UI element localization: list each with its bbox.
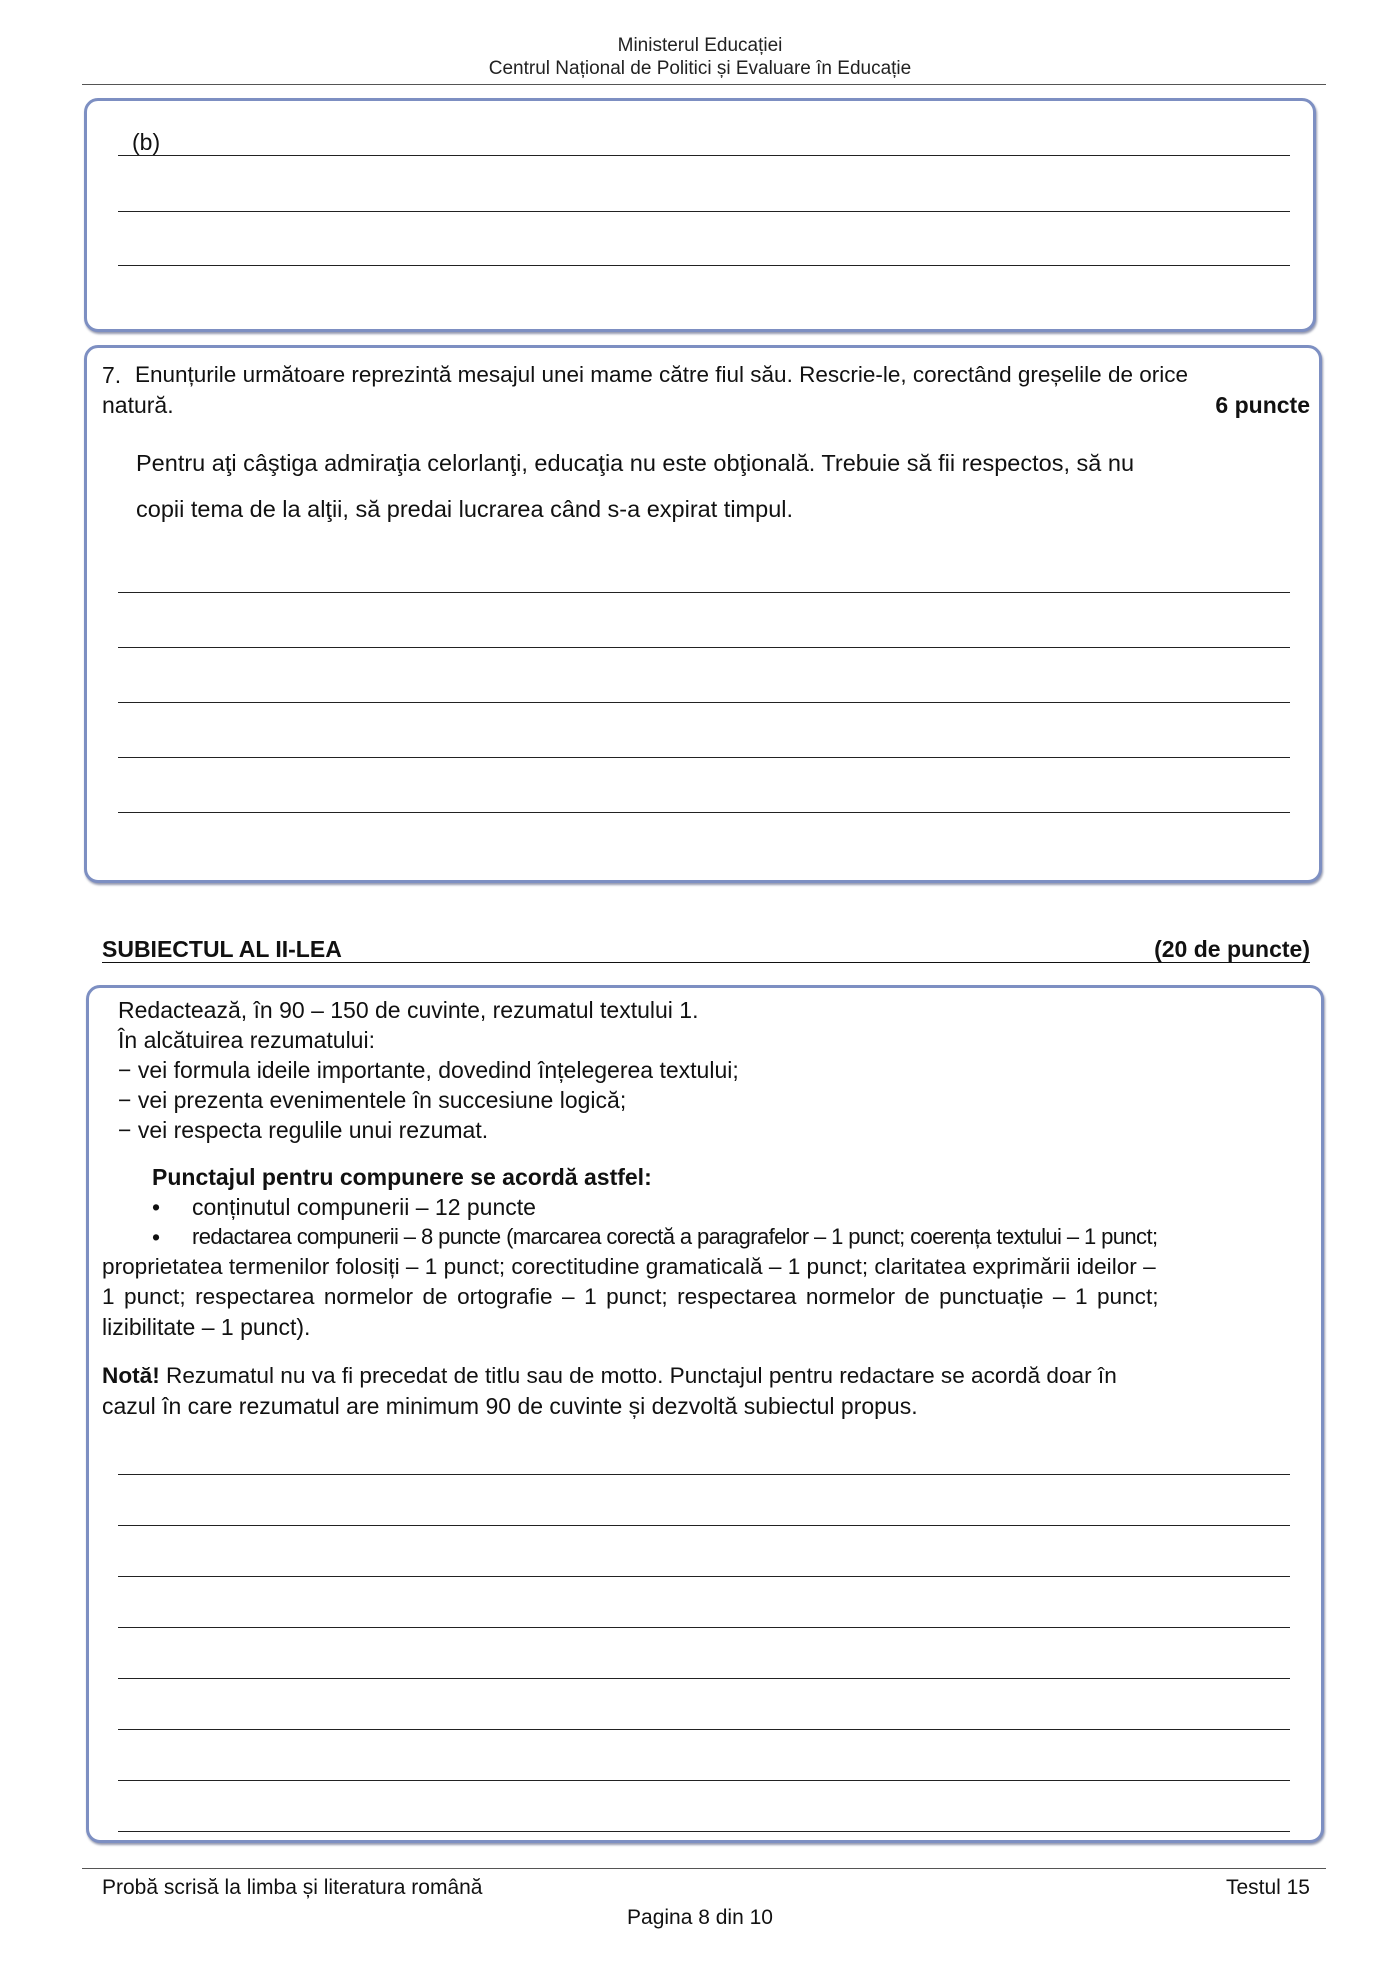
writing-line [118,1831,1290,1832]
writing-line [118,812,1290,813]
writing-line [118,211,1290,212]
scoring-cont-line3: lizibilitate – 1 punct). [102,1314,311,1340]
writing-line [118,155,1290,156]
scoring-bullet-dot: • [152,1194,161,1220]
subject-2-underline [102,962,1310,963]
item-b-label: (b) [132,129,161,155]
writing-line [118,647,1290,648]
scoring-cont-line2: 1 punct; respectarea normelor de ortografie – 1 punct; respectarea normelor de punctuație – 1 punct; [102,1284,1159,1309]
writing-line [118,757,1290,758]
subject-2-instruction: Redactează, în 90 – 150 de cuvinte, rezumatul textului 1. [118,997,699,1023]
writing-line [118,1780,1290,1781]
page-header [0,34,1400,80]
footer-page-number: Pagina 8 din 10 [627,1906,773,1929]
scoring-cont-line1: proprietatea termenilor folosiți – 1 punct; corectitudine gramaticală – 1 punct; claritatea exprimării ideilor – [102,1254,1156,1279]
subject-2-bullet: − vei formula ideile importante, dovedind înțelegerea textului; [118,1057,739,1083]
note-line1 [102,1361,1117,1391]
question-7-quote-line2: copii tema de la alţii, să predai lucrarea când s-a expirat timpul. [136,496,794,522]
note-line2: cazul în care rezumatul are minimum 90 de cuvinte și dezvoltă subiectul propus. [102,1393,918,1419]
question-7-points: 6 puncte [1215,392,1310,418]
scoring-bullet-dot: • [152,1224,161,1250]
footer-divider [82,1868,1326,1869]
writing-line [118,702,1290,703]
answer-box-b [84,98,1316,332]
writing-line [118,1678,1290,1679]
writing-line [118,1525,1290,1526]
question-7-box [84,345,1322,883]
subject-2-points: (20 de puncte) [1154,936,1310,962]
footer-test-number: Testul 15 [1225,1876,1310,1899]
subject-2-bullet: − vei respecta regulile unui rezumat. [118,1117,489,1143]
note-label: Notă! [102,1363,160,1388]
footer-exam-title: Probă scrisă la limba și literatura română [102,1876,483,1899]
writing-line [118,1576,1290,1577]
header-center: Centrul Național de Politici și Evaluare în Educație [488,58,912,79]
scoring-item-content: conținutul compunerii – 12 puncte [192,1194,536,1220]
subject-2-bullet: − vei prezenta evenimentele în succesiune logică; [118,1087,627,1113]
question-7-text-line2: natură. [102,392,174,418]
note-text: Rezumatul nu va fi precedat de titlu sau de motto. Punctajul pentru redactare se acordă doar în [159,1363,1117,1388]
scoring-item-writing: redactarea compunerii – 8 puncte (marcarea corectă a paragrafelor – 1 punct; coerența textului – 1 punct; [192,1224,1158,1249]
scoring-title: Punctajul pentru compunere se acordă astfel: [152,1164,652,1190]
writing-line [118,265,1290,266]
subject-2-intro: În alcătuirea rezumatului: [118,1027,375,1053]
header-divider [82,84,1326,85]
question-7-quote-line1: Pentru aţi câştiga admiraţia celorlanţi, educaţia nu este obţională. Trebuie să fii respectos, să nu [136,450,1135,476]
writing-line [118,1729,1290,1730]
question-7-number: 7. [102,362,122,388]
writing-line [118,592,1290,593]
question-7-text-line1: Enunțurile următoare reprezintă mesajul unei mame către fiul său. Rescrie-le, corectând greșelile de orice [135,362,1188,387]
writing-line [118,1474,1290,1475]
subject-2-title: SUBIECTUL AL II-LEA [102,936,342,962]
writing-line [118,1627,1290,1628]
header-ministry: Ministerul Educației [617,35,783,56]
